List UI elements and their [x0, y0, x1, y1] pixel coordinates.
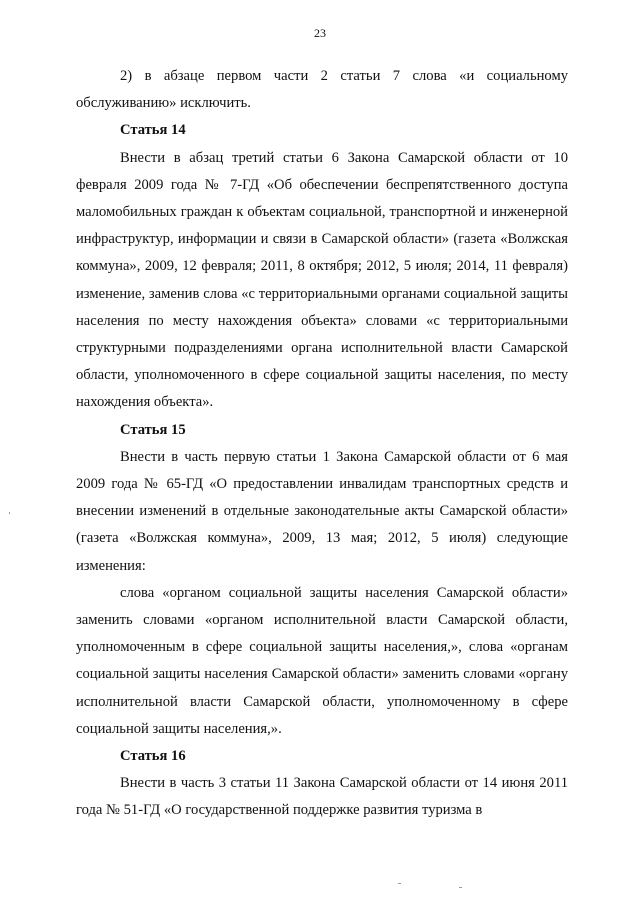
article-14-text: Внести в абзац третий статьи 6 Закона Самарской области от 10 февраля 2009 года № 7-ГД «Об обеспечении беспрепятственного доступа маломобильных граждан к объектам социальной, транспортной и инженерной инфраструктур, информации и связи в Самарской области» (газета «Волжская коммуна», 2009, 12 февраля; 2011, 8 октября; 2012, 5 июля; 2014, 11 февраля) изменение, заменив слова «с территориальными органами социальной защиты населения по месту нахождения объекта» словами «с территориальными структурными подразделениями органа исполнительной власти Самарской области, уполномоченного в сфере социальной защиты населения, по месту нахождения объекта».: [76, 149, 568, 411]
paragraph-amendment-item-2: 2) в абзаце первом части 2 статьи 7 слова «и социальному обслуживанию» исключить.: [76, 68, 568, 112]
article-15-text: Внести в часть первую статьи 1 Закона Самарской области от 6 мая 2009 года № 65-ГД «О предоставлении инвалидам транспортных средств и внесении изменений в отдельные законодательные акты Самарской области» (газета «Волжская коммуна», 2009, 13 мая; 2012, 5 июля) следующие изменения:: [76, 448, 568, 574]
document-body: [76, 63, 568, 825]
article-15-changes: слова «органом социальной защиты населения Самарской области» заменить словами «органом исполнительной власти Самарской области, уполномоченным в сфере социальной защиты населения,», слова «органам социальной защиты населения Самарской области» заменить словами «органу исполнительной власти Самарской области, уполномоченному в сфере социальной защиты населения,».: [76, 584, 568, 737]
page-number: 23: [314, 26, 326, 40]
scan-speck: [9, 512, 10, 514]
scan-speck: [398, 883, 401, 884]
article-16-text: Внести в часть 3 статьи 11 Закона Самарской области от 14 июня 2011 года № 51-ГД «О государственной поддержке развития туризма в: [76, 775, 568, 819]
article-16-heading: Статья 16: [120, 748, 186, 765]
scan-speck: [459, 887, 462, 888]
article-15-heading: Статья 15: [120, 421, 186, 438]
article-14-heading: Статья 14: [120, 122, 186, 139]
